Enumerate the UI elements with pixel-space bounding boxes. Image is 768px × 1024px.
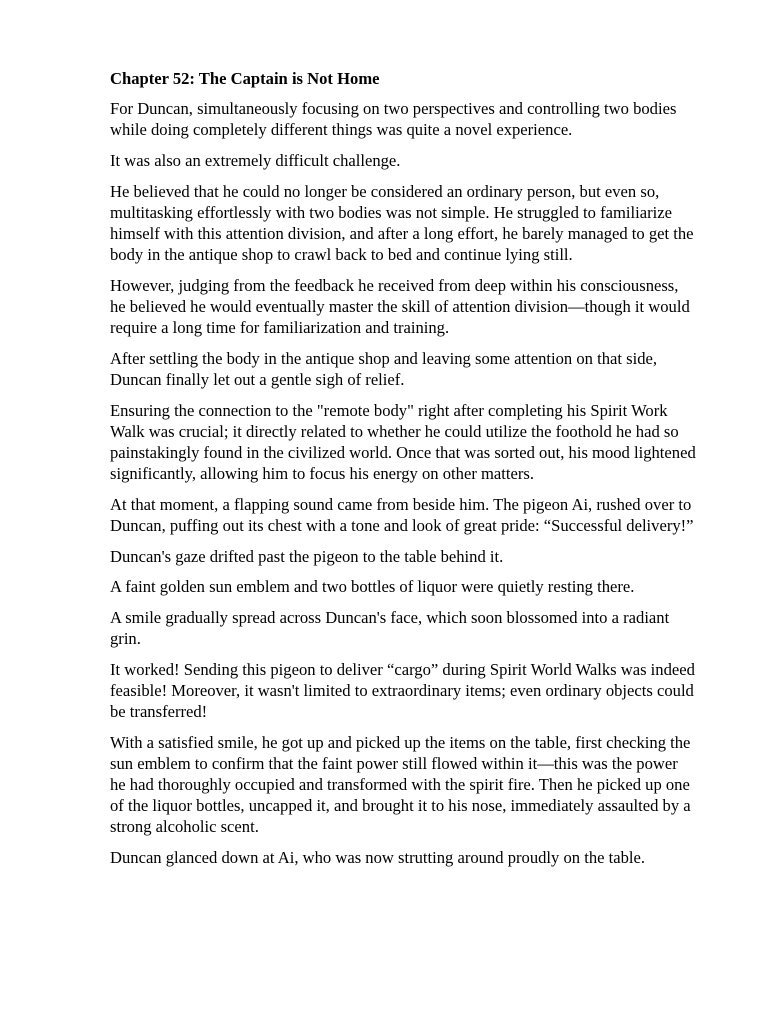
paragraph: Duncan's gaze drifted past the pigeon to the table behind it. xyxy=(110,546,504,566)
paragraph: For Duncan, simultaneously focusing on two perspectives and controlling two bodies while doing completely different things was quite a novel experience. xyxy=(110,99,677,140)
paragraph: It was also an extremely difficult challenge. xyxy=(110,151,401,170)
paragraph: After settling the body in the antique shop and leaving some attention on that side, Duncan finally let out a gentle sigh of relief. xyxy=(110,348,658,389)
paragraph: However, judging from the feedback he received from deep within his consciousness, he believed he would eventually master the skill of attention division—though it would require a long time for familiarization and training. xyxy=(110,275,690,338)
paragraph: A smile gradually spread across Duncan's face, which soon blossomed into a radiant grin. xyxy=(110,607,670,648)
chapter-title: Chapter 52: The Captain is Not Home xyxy=(110,69,380,88)
paragraph: At that moment, a flapping sound came from beside him. The pigeon Ai, rushed over to Duncan, puffing out its chest with a tone and look of great pride: “Successful delivery!” xyxy=(110,494,694,535)
paragraph: With a satisfied smile, he got up and picked up the items on the table, first checking the sun emblem to confirm that the faint power still flowed within it—this was the power he had thoroughly occupied and transformed with the spirit fire. Then he picked up one of the liquor bottles, uncapped it, and brought it to his nose, immediately assaulted by a strong alcoholic scent. xyxy=(110,732,691,837)
paragraph: He believed that he could no longer be considered an ordinary person, but even so, multitasking effortlessly with two bodies was not simple. He struggled to familiarize himself with this attention division, and after a long effort, he barely managed to get the body in the antique shop to crawl back to bed and continue lying still. xyxy=(110,181,694,265)
document-page xyxy=(110,68,696,878)
paragraph: Ensuring the connection to the "remote body" right after completing his Spirit Work Walk was crucial; it directly related to whether he could utilize the foothold he had so painstakingly found in the civilized world. Once that was sorted out, his mood lightened significantly, allowing him to focus his energy on other matters. xyxy=(110,400,696,484)
paragraph: Duncan glanced down at Ai, who was now strutting around proudly on the table. xyxy=(110,847,646,867)
paragraph: A faint golden sun emblem and two bottles of liquor were quietly resting there. xyxy=(110,577,635,597)
paragraph: It worked! Sending this pigeon to deliver “cargo” during Spirit World Walks was indeed feasible! Moreover, it wasn't limited to extraordinary items; even ordinary objects could be transferred! xyxy=(110,659,695,721)
